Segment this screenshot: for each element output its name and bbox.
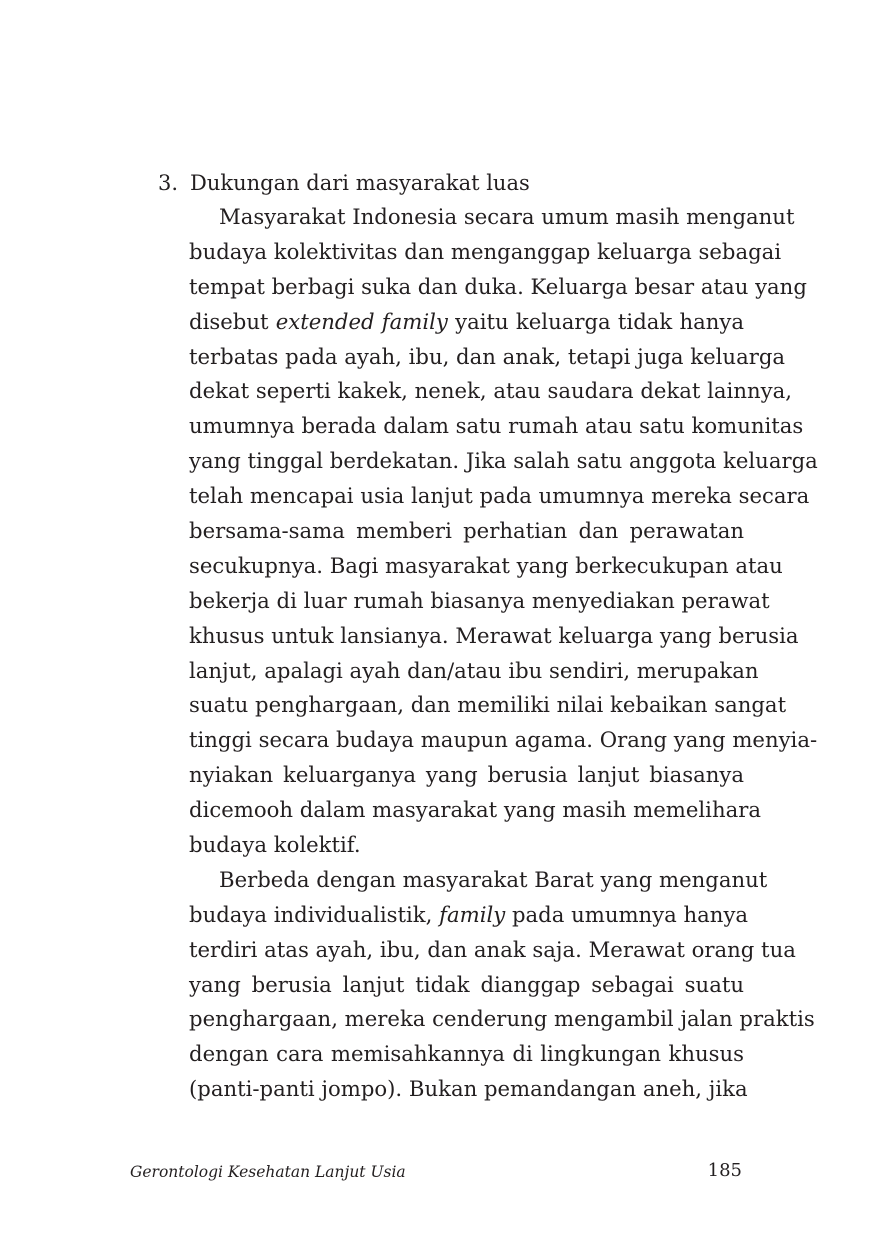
text-line <box>189 305 744 340</box>
text-line: bersama-sama memberi perhatian dan perawatan <box>189 518 744 544</box>
text-segment: pada umumnya hanya <box>505 901 749 927</box>
text-segment: budaya individualistik, <box>189 901 440 927</box>
text-line: Berbeda dengan masyarakat Barat yang menganut <box>219 866 768 892</box>
text-line: suatu penghargaan, dan memiliki nilai kebaikan sangat <box>189 692 787 718</box>
running-footer-title: Gerontologi Kesehatan Lanjut Usia <box>130 1163 406 1181</box>
text-line: tempat berbagi suka dan duka. Keluarga besar atau yang <box>189 273 807 299</box>
emphasized-term: extended family <box>275 308 448 334</box>
text-line: penghargaan, mereka cenderung mengambil jalan praktis <box>189 1006 815 1032</box>
text-line: tinggi secara budaya maupun agama. Orang yang menyia- <box>189 727 818 753</box>
text-line: khusus untuk lansianya. Merawat keluarga yang berusia <box>189 622 799 648</box>
body-text <box>189 200 818 1107</box>
section-title: Dukungan dari masyarakat luas <box>190 171 530 195</box>
text-line: dekat seperti kakek, nenek, atau saudara dekat lainnya, <box>189 378 792 404</box>
text-line: dengan cara memisahkannya di lingkungan khusus <box>189 1041 744 1067</box>
text-line: lanjut, apalagi ayah dan/atau ibu sendiri, merupakan <box>189 657 759 683</box>
text-line: yang berusia lanjut tidak dianggap sebagai suatu <box>189 971 744 997</box>
text-line: dicemooh dalam masyarakat yang masih memelihara <box>189 797 761 823</box>
text-line: terdiri atas ayah, ibu, dan anak saja. Merawat orang tua <box>189 936 796 962</box>
section-heading <box>158 168 530 198</box>
text-line: budaya kolektivitas dan menganggap keluarga sebagai <box>189 238 782 264</box>
text-line: nyiakan keluarganya yang berusia lanjut biasanya <box>189 762 744 788</box>
paragraph <box>189 200 818 863</box>
text-line: terbatas pada ayah, ibu, dan anak, tetapi juga keluarga <box>189 343 786 369</box>
text-line: bekerja di luar rumah biasanya menyediakan perawat <box>189 587 770 613</box>
text-line: telah mencapai usia lanjut pada umumnya mereka secara <box>189 483 810 509</box>
text-line: secukupnya. Bagi masyarakat yang berkecukupan atau <box>189 552 783 578</box>
page-number: 185 <box>707 1160 742 1181</box>
text-line: (panti-panti jompo). Bukan pemandangan aneh, jika <box>189 1076 748 1102</box>
paragraph <box>189 863 815 1107</box>
text-segment: disebut <box>189 308 276 334</box>
emphasized-term: family <box>439 901 506 927</box>
text-line: Masyarakat Indonesia secara umum masih menganut <box>219 204 795 229</box>
text-line: yang tinggal berdekatan. Jika salah satu anggota keluarga <box>189 448 818 474</box>
text-line: umumnya berada dalam satu rumah atau satu komunitas <box>189 413 804 439</box>
section-number: 3. <box>158 171 179 195</box>
text-line <box>189 898 749 933</box>
text-line: budaya kolektif. <box>189 832 361 858</box>
text-segment: yaitu keluarga tidak hanya <box>447 308 744 334</box>
